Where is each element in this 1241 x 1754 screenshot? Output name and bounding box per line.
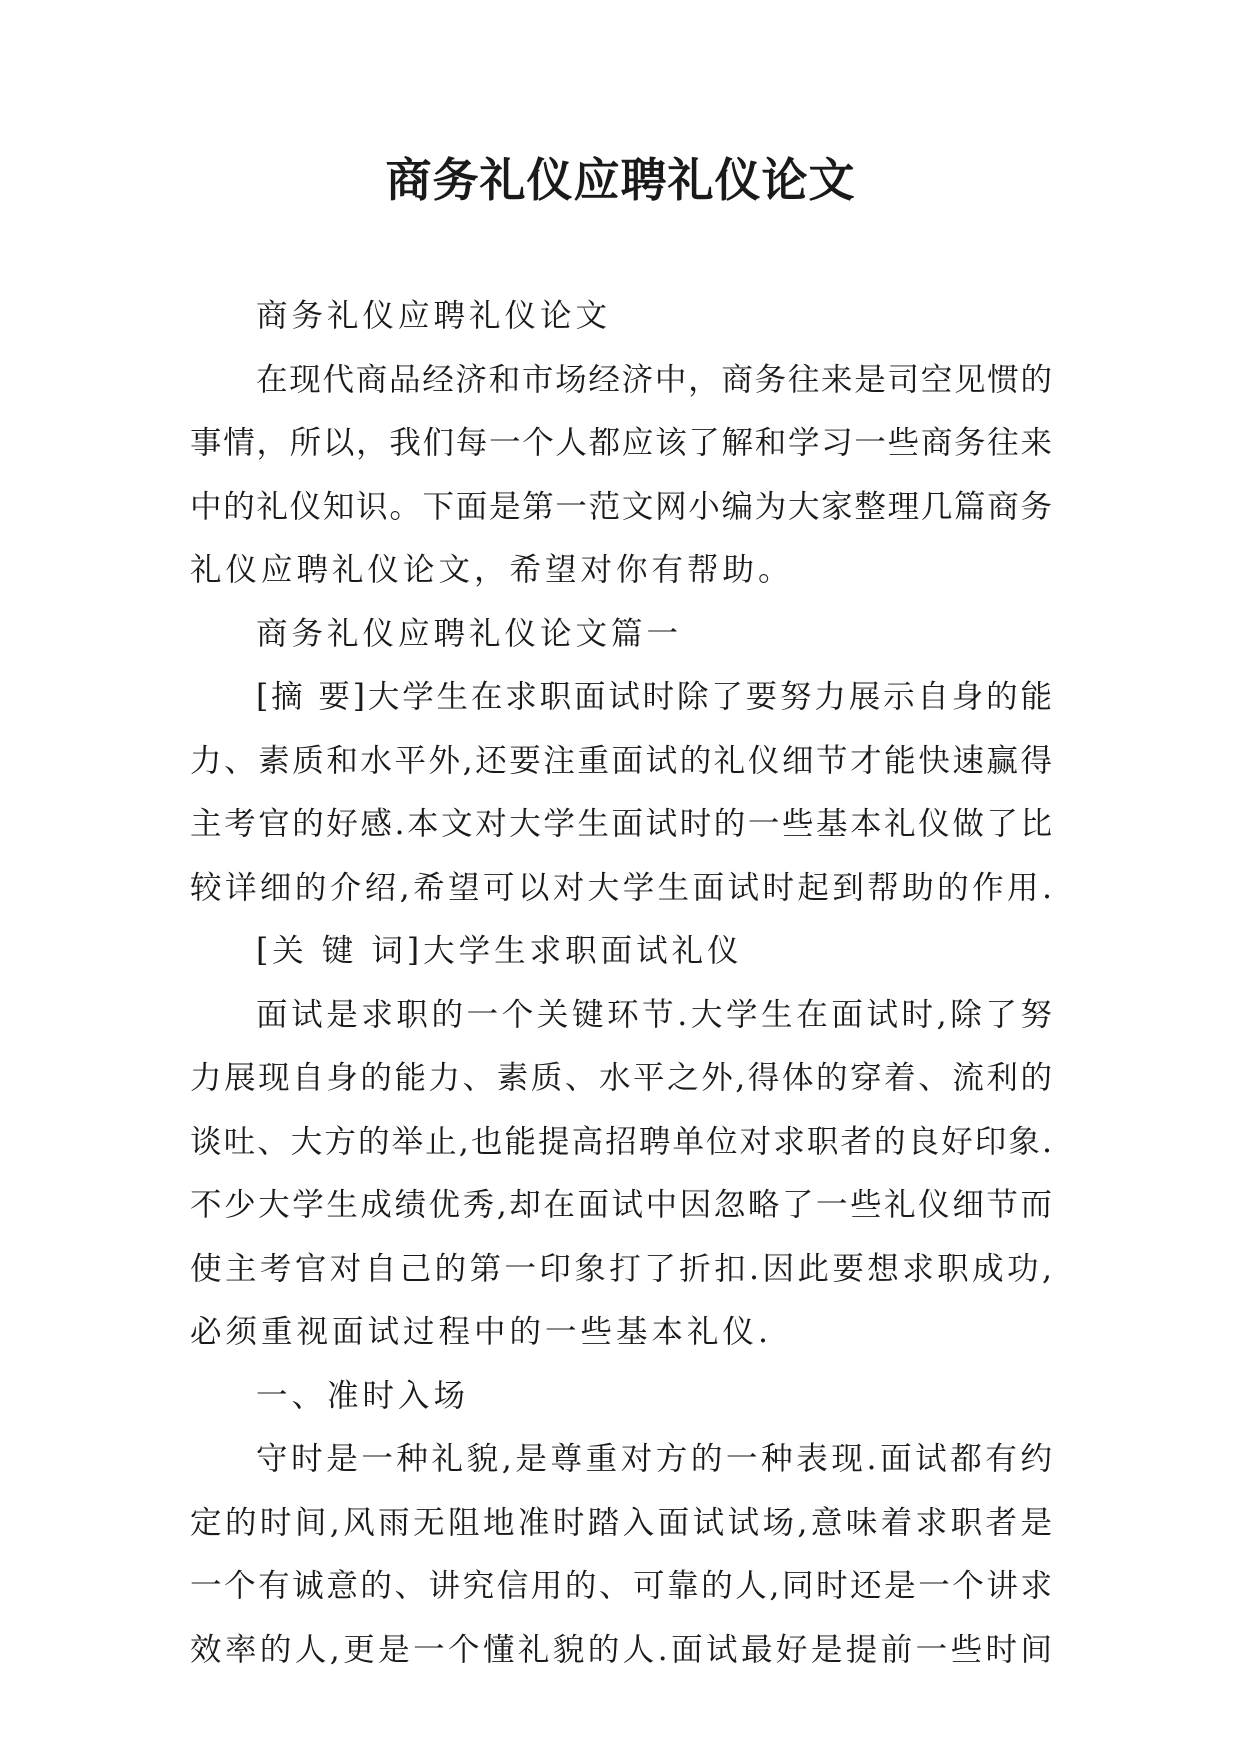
text-line: 一、准时入场: [256, 1377, 470, 1414]
text-line: 商务礼仪应聘礼仪论文篇一: [256, 615, 683, 652]
text-line: 中的礼仪知识。下面是第一范文网小编为大家整理几篇商务: [190, 488, 1052, 525]
text-line: 较详细的介绍,希望可以对大学生面试时起到帮助的作用.: [190, 869, 1052, 906]
text-line: [关 键 词]大学生求职面试礼仪: [256, 933, 743, 969]
document-title: 商务礼仪应聘礼仪论文: [385, 153, 856, 207]
text-line: 力展现自身的能力、素质、水平之外,得体的穿着、流利的: [190, 1060, 1052, 1096]
text-line: 谈吐、大方的举止,也能提高招聘单位对求职者的良好印象.: [190, 1123, 1052, 1160]
text-line: 商务礼仪应聘礼仪论文: [256, 298, 612, 334]
text-line: 力、素质和水平外,还要注重面试的礼仪细节才能快速赢得: [190, 742, 1052, 779]
text-line: 不少大学生成绩优秀,却在面试中因忽略了一些礼仪细节而: [190, 1187, 1052, 1223]
text-line: [摘 要]大学生在求职面试时除了要努力展示自身的能: [256, 679, 1052, 715]
text-line: 主考官的好感.本文对大学生面试时的一些基本礼仪做了比: [190, 806, 1052, 842]
text-line: 必须重视面试过程中的一些基本礼仪.: [190, 1314, 773, 1350]
text-line: 效率的人,更是一个懂礼貌的人.面试最好是提前一些时间: [190, 1631, 1052, 1668]
text-line: 面试是求职的一个关键环节.大学生在面试时,除了努: [256, 996, 1052, 1033]
document-body: [190, 285, 1052, 1682]
text-line: 礼仪应聘礼仪论文，希望对你有帮助。: [190, 552, 794, 588]
text-line: 使主考官对自己的第一印象打了折扣.因此要想求职成功,: [190, 1250, 1052, 1287]
text-line: 事情，所以，我们每一个人都应该了解和学习一些商务往来: [190, 425, 1052, 461]
text-line: 定的时间,风雨无阻地准时踏入面试试场,意味着求职者是: [190, 1504, 1052, 1541]
text-line: 在现代商品经济和市场经济中，商务往来是司空见惯的: [256, 361, 1052, 398]
text-line: 守时是一种礼貌,是尊重对方的一种表现.面试都有约: [256, 1441, 1052, 1477]
text-line: 一个有诚意的、讲究信用的、可靠的人,同时还是一个讲求: [190, 1568, 1052, 1604]
